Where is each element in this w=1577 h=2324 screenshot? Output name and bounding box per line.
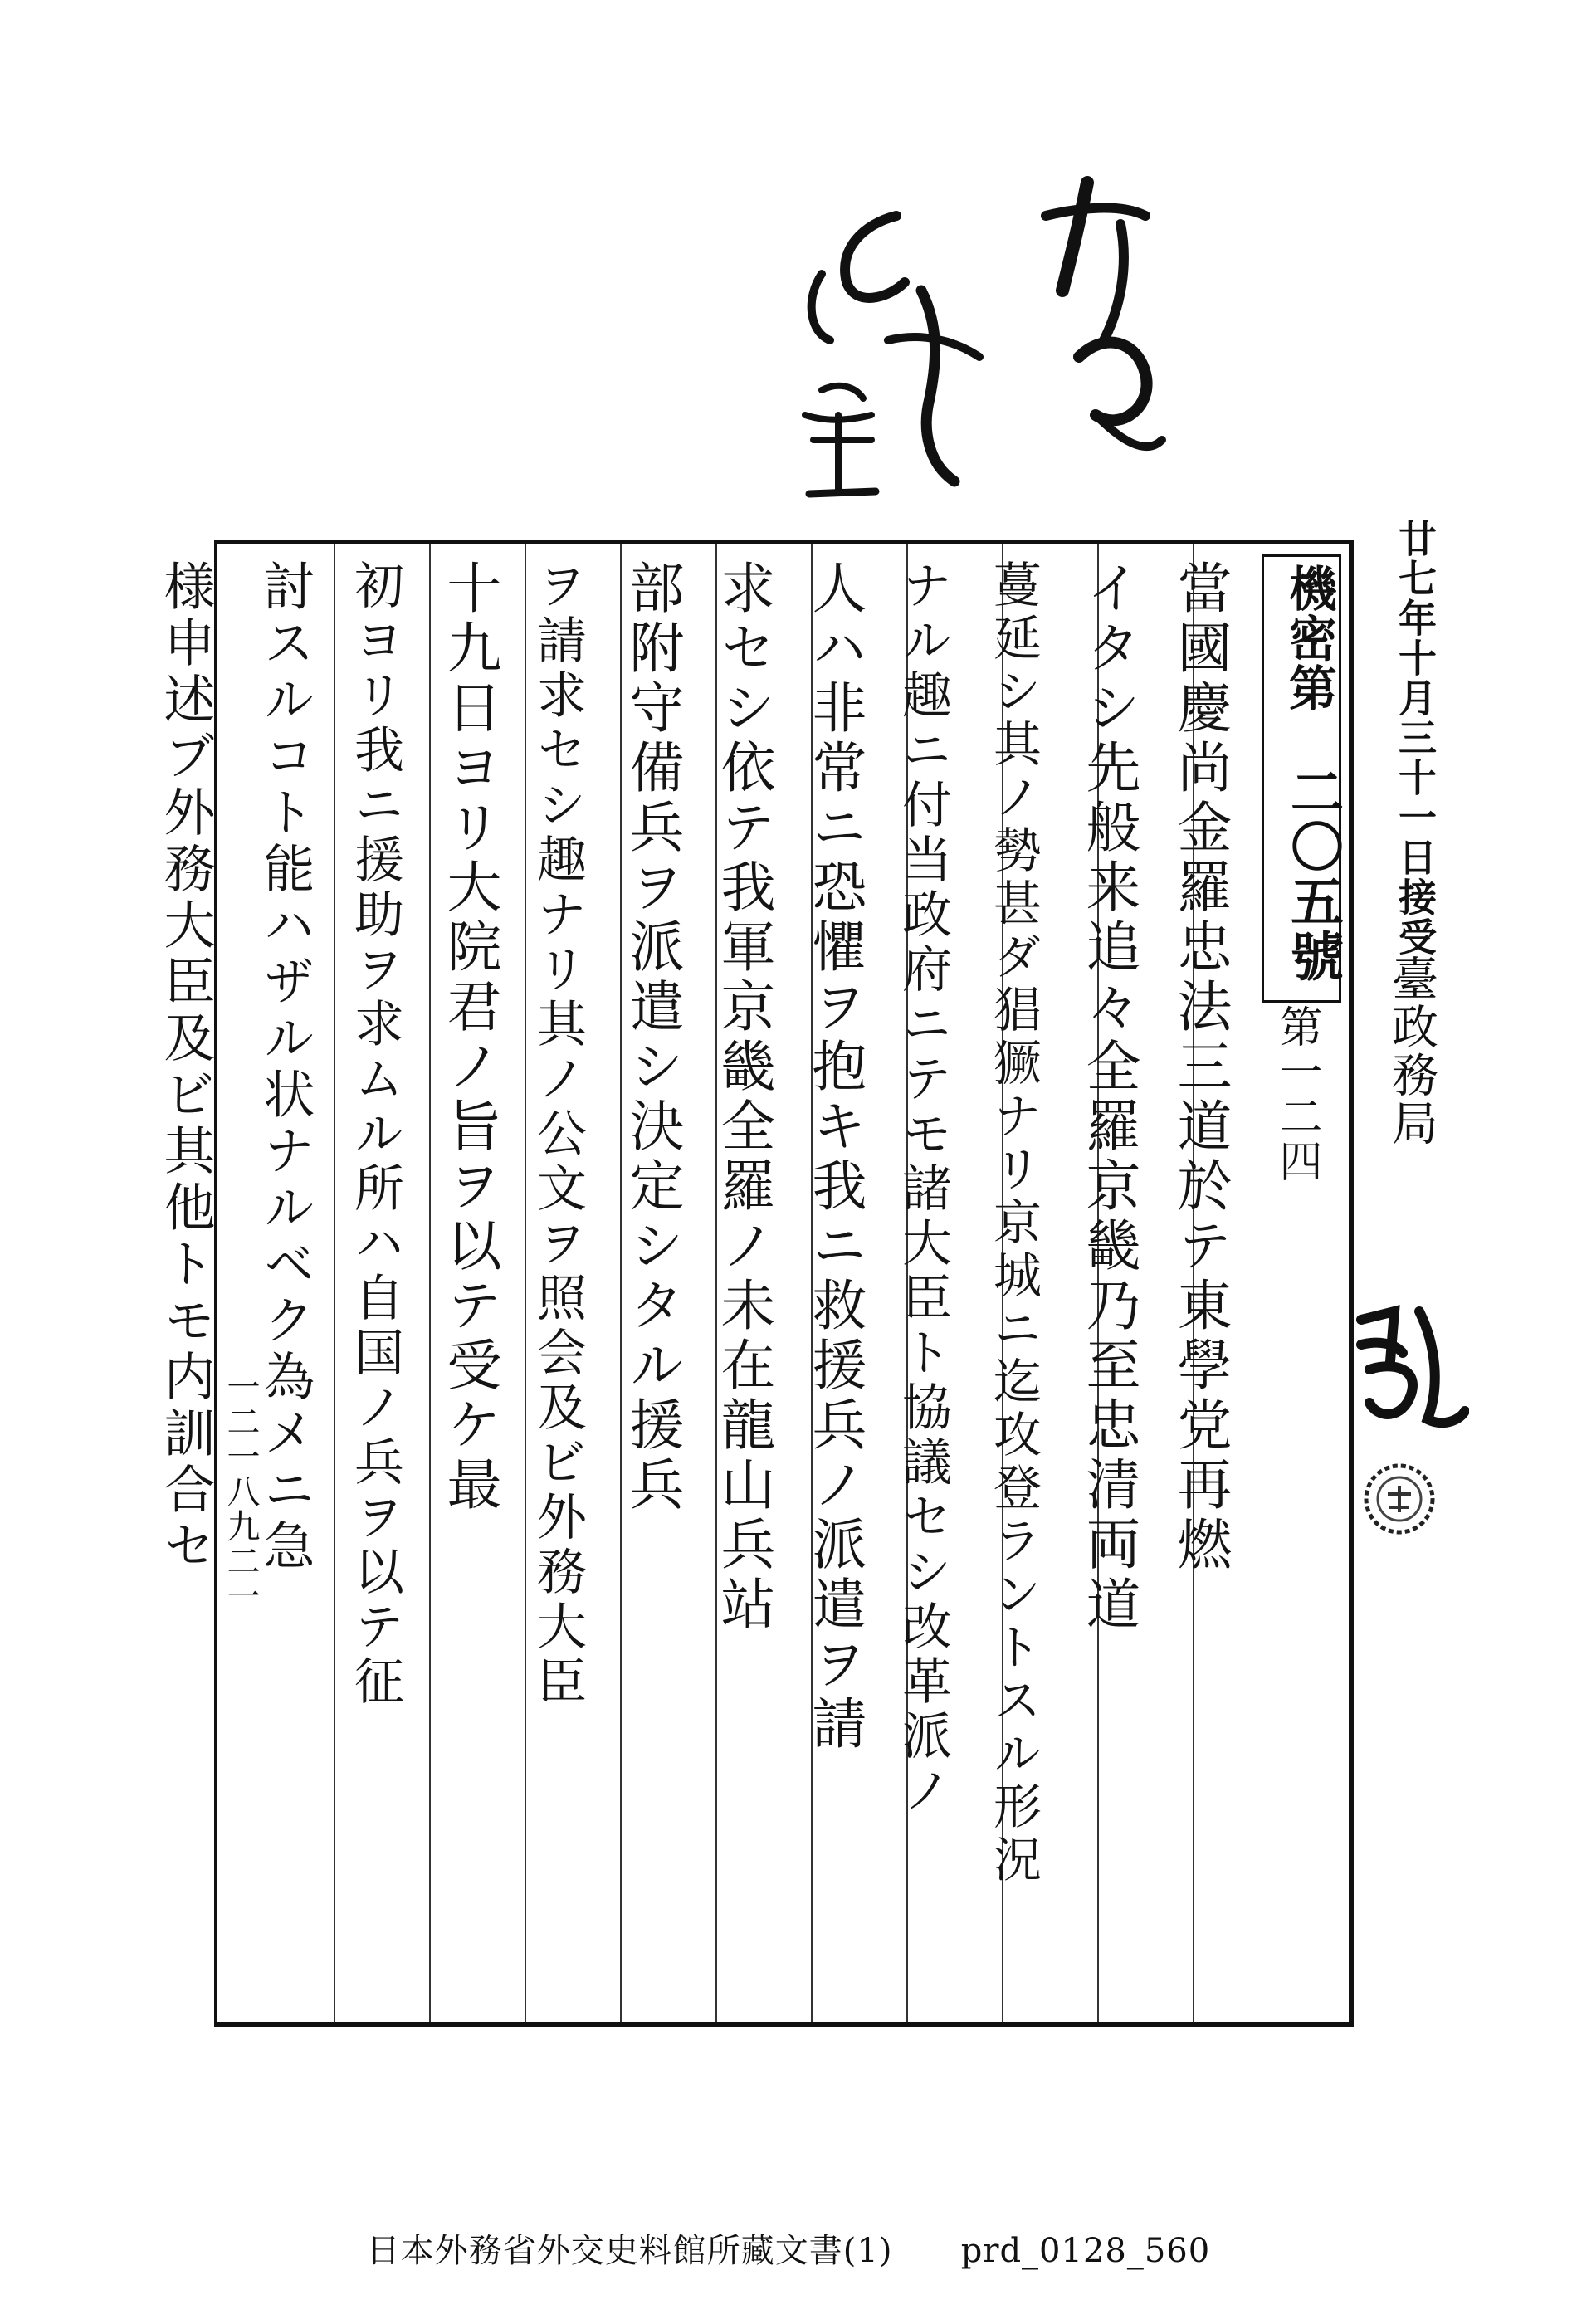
secret-number-stamp <box>1262 554 1344 1003</box>
column-rule <box>429 544 431 2022</box>
text-column-12: 様申述ブ外務大臣及ビ其他トモ内訓合セ <box>155 559 216 1575</box>
text-column-6: 求セシ依テ我軍京畿全羅ノ未在龍山兵站 <box>711 559 775 1635</box>
text-column-9: 十九日ヨリ大院君ノ旨ヲ以テ受ケ最 <box>437 559 501 1516</box>
text-column-5: 人ハ非常ニ恐懼ヲ抱キ我ニ救援兵ノ派遣ヲ請 <box>803 559 867 1755</box>
text-column-2: イタシ先般来追々全羅京畿乃至忠清両道 <box>1077 559 1140 1635</box>
text-column-7: 部附守備兵ヲ派遣シ決定シタル援兵 <box>620 559 684 1516</box>
column-rule <box>334 544 335 2022</box>
text-column-8: ヲ請求セシ趣ナリ其ノ公文ヲ照会及ビ外務大臣 <box>529 559 587 1710</box>
column-rule <box>525 544 526 2022</box>
reel-number: 一二一八九二一 <box>222 1370 260 1614</box>
archive-caption: 日本外務省外交史料館所藏文書(1) prd_0128_560 <box>366 2232 1211 2270</box>
text-column-4: ナル趣ニ付当政府ニテモ諸大臣ト協議セシ改革派ノ <box>894 559 952 1819</box>
text-column-3: 蔓延シ其ノ勢甚ダ猖獗ナリ京城ニ迄攻登ラントスル形況 <box>985 559 1042 1887</box>
text-column-11: 討スルコト能ハザル状ナルベク為メニ急 <box>255 559 315 1575</box>
text-column-10: 初ヨリ我ニ援助ヲ求ムル所ハ自国ノ兵ヲ以テ征 <box>346 559 404 1710</box>
frame-note: 第一二四 <box>1272 1004 1321 1184</box>
calligraphy-heading <box>730 166 1195 540</box>
round-seal <box>1361 1461 1438 1537</box>
signature-mark <box>1345 1295 1469 1436</box>
manuscript-frame <box>155 540 1354 2027</box>
receipt-date-stamp: 廿七年十月三十一日接受 <box>1393 519 1438 957</box>
stamp-number: 二〇五號 <box>1282 764 1344 984</box>
text-column-1: 當國慶尚金羅忠法三道於テ東學党再燃 <box>1168 559 1232 1575</box>
stamp-secret-label: 機密第 <box>1281 564 1337 713</box>
department-note: 臺政務局 <box>1384 954 1438 1147</box>
